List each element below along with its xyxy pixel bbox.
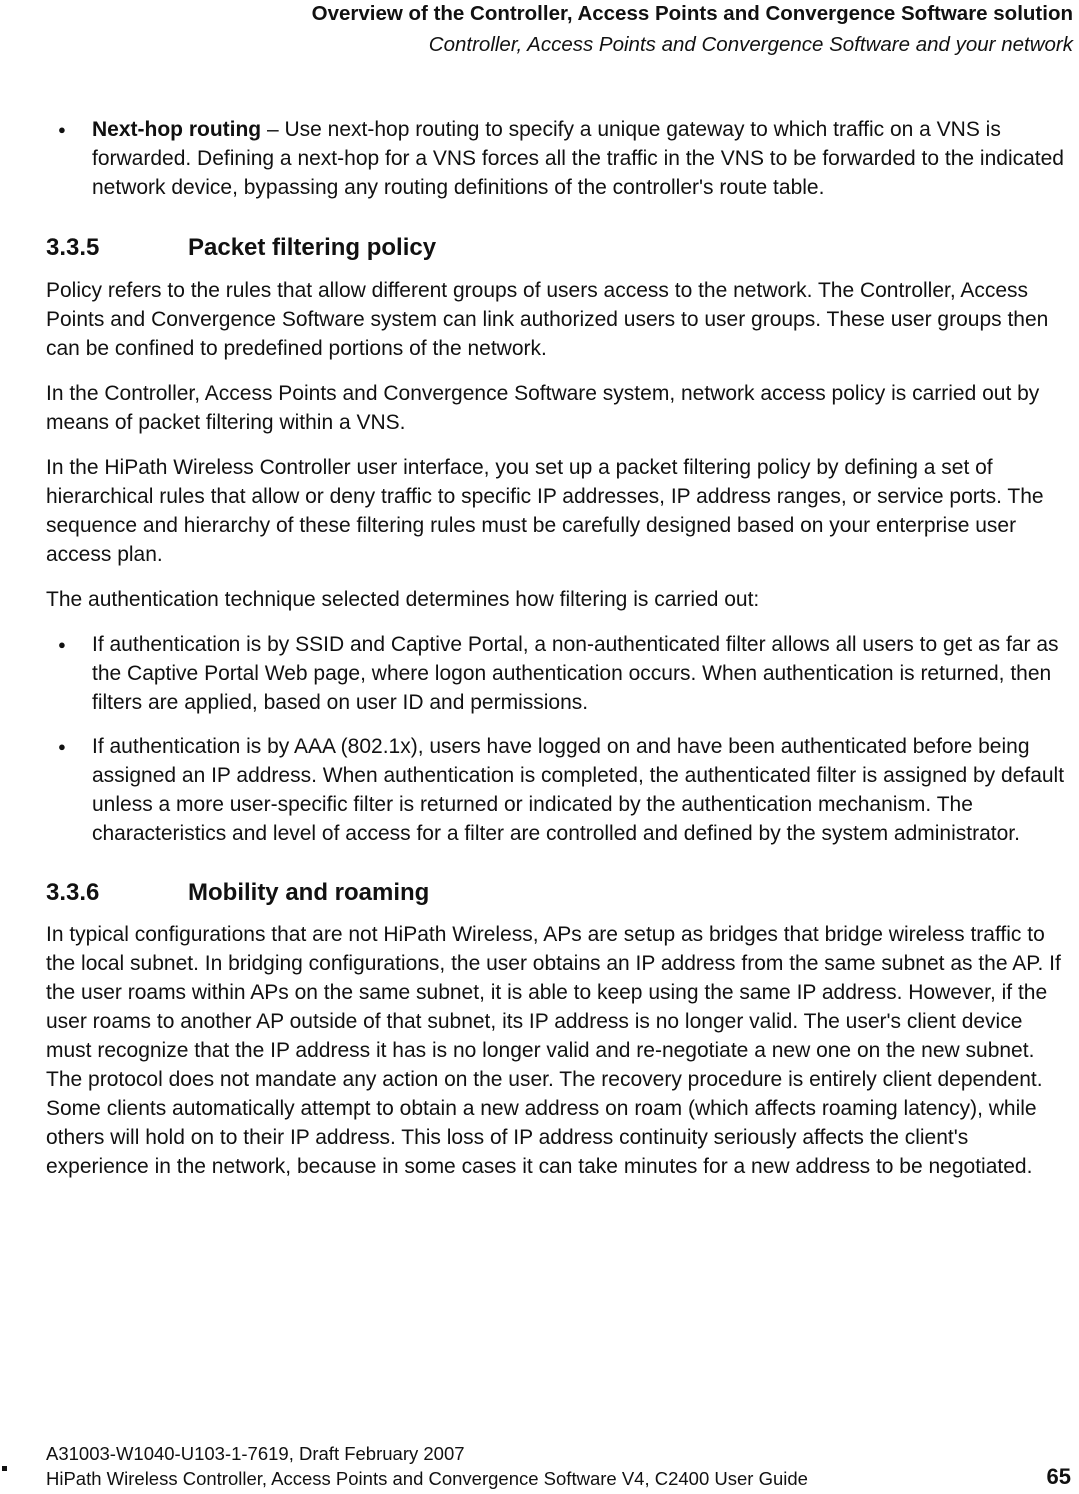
- paragraph: Policy refers to the rules that allow different groups of users access to the network. The Controller, Access Points and Convergence Software system can link authorized users to user groups. These user groups then can be confined to predefined portions of the network.: [46, 279, 1049, 360]
- bullet-description: – Use next-hop routing to specify a unique gateway to which traffic on a VNS is forwarded. Defining a next-hop for a VNS forces all the traffic in the VNS to be forwarded to the indicated network device, bypassing any routing definitions of the controller's route table.: [92, 118, 1064, 199]
- bullet-icon: ●: [58, 637, 66, 652]
- section-number: 3.3.5: [46, 234, 100, 261]
- bullet-text: If authentication is by SSID and Captive Portal, a non-authenticated filter allows all users to get as far as the Captive Portal Web page, where logon authentication occurs. When authentication is returned, then filters are applied, based on user ID and permissions.: [92, 633, 1059, 714]
- paragraph: The authentication technique selected determines how filtering is carried out:: [46, 588, 760, 611]
- page-number: 65: [1046, 1464, 1071, 1489]
- paragraph: In typical configurations that are not HiPath Wireless, APs are setup as bridges that bridge wireless traffic to the local subnet. In bridging configurations, the user obtains an IP address from the same subnet as the AP. If the user roams within APs on the same subnet, it is able to keep using the same IP address. However, if the user roams to another AP outside of that subnet, its IP address is no longer valid. The user's client device must recognize that the IP address it has is no longer valid and re-negotiate a new one on the new subnet. The protocol does not mandate any action on the user. The recovery procedure is entirely client dependent. Some clients automatically attempt to obtain a new address on roam (which affects roaming latency), while others will hold on to their IP address. This loss of IP address continuity seriously affects the client's experience in the network, because in some cases it can take minutes for a new address to be negotiated.: [46, 923, 1061, 1178]
- footer-doc-id: A31003-W1040-U103-1-7619, Draft February 2007: [46, 1443, 465, 1464]
- section-number: 3.3.6: [46, 879, 100, 906]
- section-title: Mobility and roaming: [188, 879, 430, 906]
- paragraph: In the Controller, Access Points and Convergence Software system, network access policy is carried out by means of packet filtering within a VNS.: [46, 382, 1040, 434]
- bullet-text: [92, 115, 1072, 202]
- next-hop-bullet: [46, 115, 1072, 202]
- bullet-icon: ●: [58, 122, 66, 137]
- page-header: [312, 0, 1073, 58]
- header-title: Overview of the Controller, Access Points and Convergence Software solution: [311, 2, 1073, 25]
- bullet-icon: ●: [58, 739, 66, 754]
- header-subtitle: Controller, Access Points and Convergence Software and your network: [428, 33, 1073, 56]
- paragraph: In the HiPath Wireless Controller user interface, you set up a packet filtering policy by defining a set of hierarchical rules that allow or deny traffic to specific IP addresses, IP address ranges, or service ports. The sequence and hierarchy of these filtering rules must be carefully designed based on your enterprise user access plan.: [46, 456, 1044, 566]
- section-title: Packet filtering policy: [188, 234, 437, 261]
- list-item: [46, 732, 1072, 848]
- bullet-term: Next-hop routing: [92, 118, 262, 141]
- page-content: [46, 115, 1072, 1197]
- margin-mark: [2, 1466, 7, 1471]
- list-item: [46, 630, 1072, 717]
- footer-guide-title: HiPath Wireless Controller, Access Points and Convergence Software V4, C2400 User Guide: [46, 1468, 808, 1489]
- section-heading-packet-filtering: [46, 233, 1072, 263]
- bullet-text: If authentication is by AAA (802.1x), users have logged on and have been authenticated before being assigned an IP address. When authentication is completed, the authenticated filter is assigned by default unless a more user-specific filter is returned or indicated by the authentication mechanism. The characteristics and level of access for a filter are controlled and defined by the system administrator.: [92, 735, 1065, 845]
- section-heading-mobility: [46, 878, 1072, 908]
